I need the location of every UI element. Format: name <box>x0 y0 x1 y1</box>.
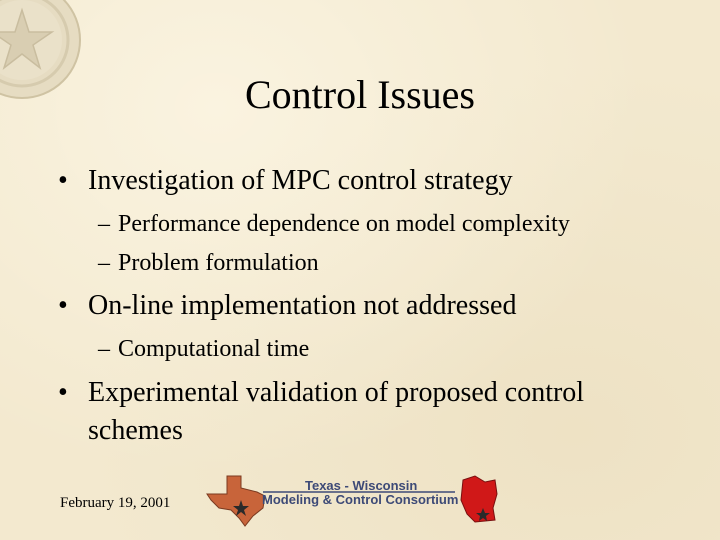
sub-bullet-item <box>98 204 570 244</box>
bullet-glyph: • <box>58 165 68 196</box>
bullet-item <box>58 162 668 200</box>
sub-bullet-item <box>98 243 319 283</box>
sub-bullet-item <box>98 329 309 369</box>
texas-map-icon <box>207 476 265 526</box>
bullet-item <box>58 374 668 450</box>
bullet-text: Experimental validation of proposed control schemes <box>88 377 585 446</box>
wisconsin-map-icon <box>461 476 497 522</box>
slide-title: Control Issues <box>245 72 475 117</box>
dash-glyph: – <box>98 250 110 276</box>
logo-text-line1: Texas - Wisconsin <box>305 478 418 493</box>
bullet-glyph: • <box>58 290 68 321</box>
logo-text-line2: Modeling & Control Consortium <box>262 492 459 507</box>
sub-bullet-text: Computational time <box>118 336 310 362</box>
bullet-text: Investigation of MPC control strategy <box>88 165 513 196</box>
sub-bullet-text: Problem formulation <box>118 250 319 276</box>
footer-date: February 19, 2001 <box>60 495 171 511</box>
bullet-glyph: • <box>58 377 68 408</box>
bullet-text: On-line implementation not addressed <box>88 290 517 321</box>
dash-glyph: – <box>98 211 110 237</box>
dash-glyph: – <box>98 336 110 362</box>
sub-bullet-text: Performance dependence on model complexity <box>118 211 570 237</box>
bullet-item <box>58 287 668 325</box>
